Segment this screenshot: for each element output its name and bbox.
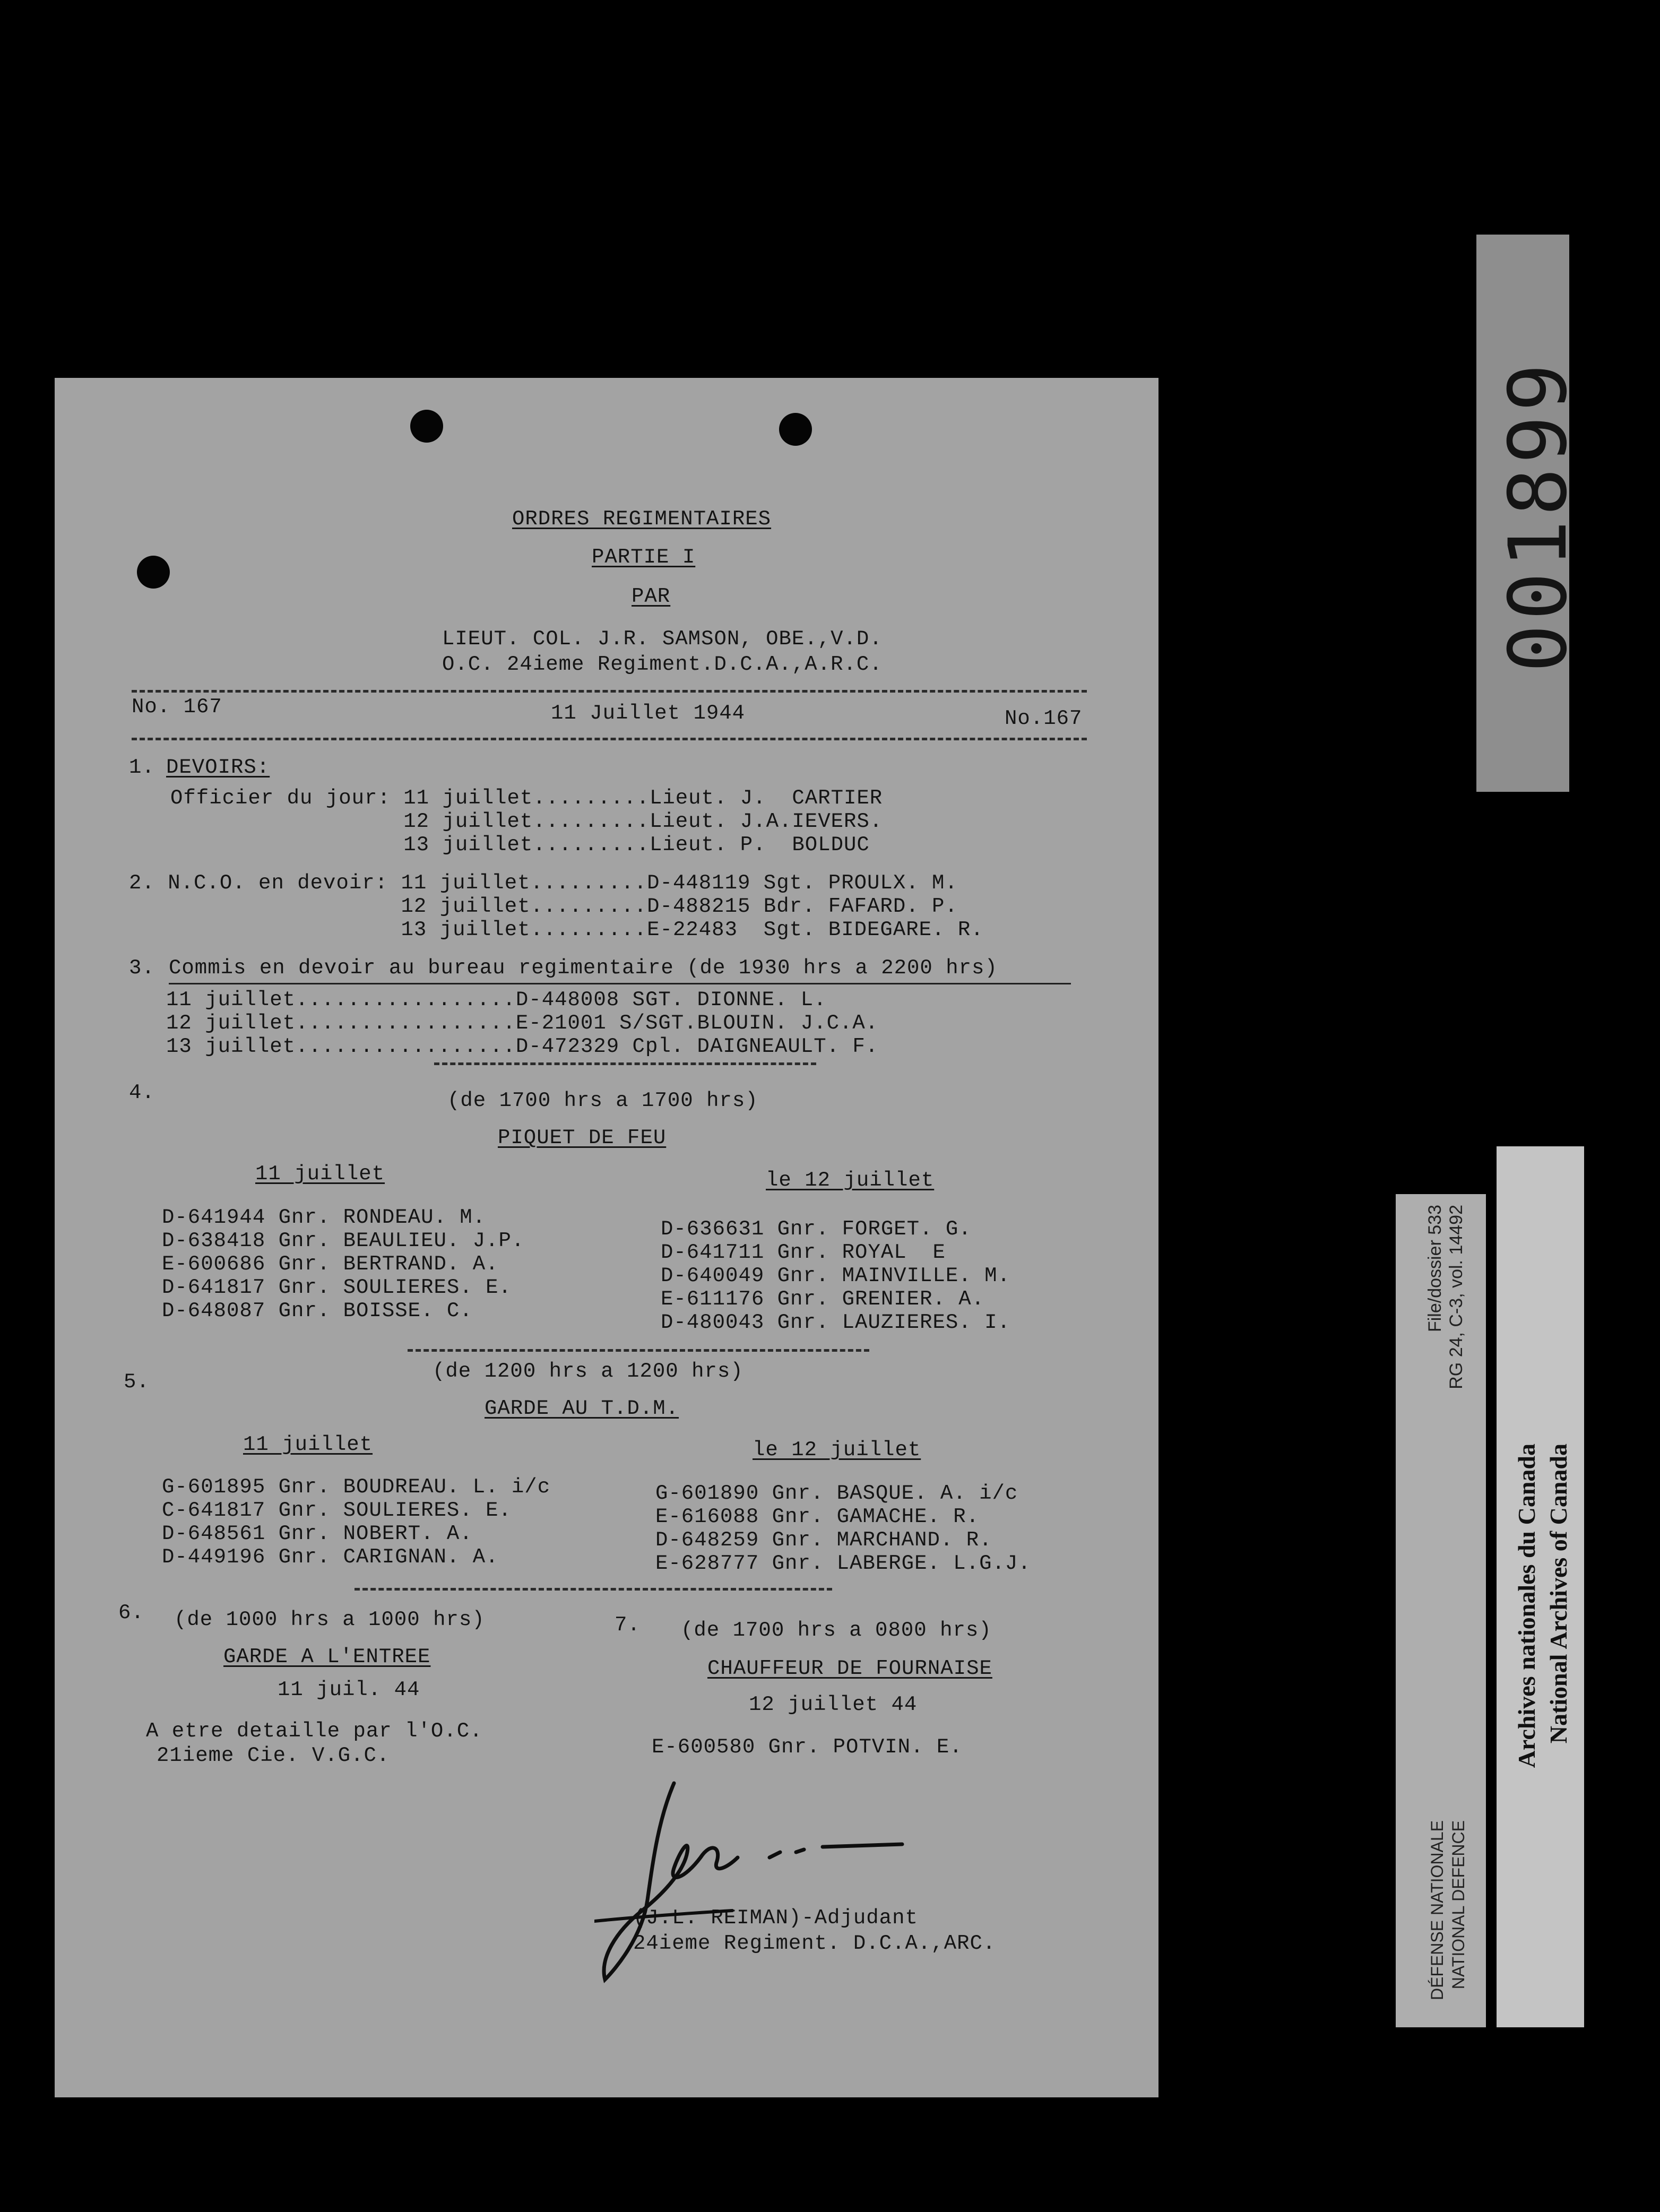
section-7-number: 7. bbox=[615, 1613, 641, 1637]
document-par: PAR bbox=[632, 585, 671, 608]
section-6-heading: GARDE A L'ENTREE bbox=[223, 1645, 431, 1669]
clerk-duty-line: 12 juillet.................E-21001 S/SGT.BLOUIN. J.C.A. bbox=[166, 1012, 879, 1035]
header-divider bbox=[132, 690, 1087, 693]
frame-number: 001899 bbox=[1492, 359, 1585, 672]
section-divider bbox=[408, 1349, 869, 1352]
tdm-guard-entry: D-449196 Gnr. CARIGNAN. A. bbox=[162, 1545, 499, 1569]
section-5-number: 5. bbox=[124, 1370, 150, 1394]
tdm-guard-entry: D-648561 Gnr. NOBERT. A. bbox=[162, 1522, 473, 1545]
document-part: PARTIE I bbox=[592, 546, 696, 569]
section-5-heading: GARDE AU T.D.M. bbox=[485, 1397, 679, 1420]
section-3-underline bbox=[169, 983, 1071, 984]
fire-picket-entry: E-600686 Gnr. BERTRAND. A. bbox=[162, 1252, 499, 1276]
archives-name-en: National Archives of Canada bbox=[1545, 1444, 1572, 1744]
section-5-hours: (de 1200 hrs a 1200 hrs) bbox=[433, 1360, 743, 1383]
archive-reference-label bbox=[1396, 1194, 1486, 2027]
section-3-number: 3. bbox=[129, 956, 155, 980]
duty-officer-line: 13 juillet.........Lieut. P. BOLDUC bbox=[170, 833, 870, 857]
nco-duty-line: 2. N.C.O. en devoir: 11 juillet.........D-448119 Sgt. PROULX. M. bbox=[129, 871, 958, 895]
commander-line-2: O.C. 24ieme Regiment.D.C.A.,A.R.C. bbox=[442, 653, 883, 676]
section-5-left-date: 11 juillet bbox=[243, 1433, 373, 1456]
order-number-right: No.167 bbox=[1005, 707, 1083, 730]
section-3-heading: Commis en devoir au bureau regimentaire (de 1930 hrs a 2200 hrs) bbox=[169, 956, 998, 980]
section-6-hours: (de 1000 hrs a 1000 hrs) bbox=[174, 1608, 485, 1631]
section-divider bbox=[434, 1062, 816, 1065]
duty-officer-line: Officier du jour: 11 juillet.........Lieut. J. CARTIER bbox=[170, 787, 883, 810]
clerk-duty-line: 13 juillet.................D-472329 Cpl. DAIGNEAULT. F. bbox=[166, 1035, 879, 1058]
punch-hole bbox=[779, 413, 812, 446]
document-title: ORDRES REGIMENTAIRES bbox=[512, 507, 772, 531]
fire-picket-entry: D-641817 Gnr. SOULIERES. E. bbox=[162, 1276, 512, 1299]
tdm-guard-entry: D-648259 Gnr. MARCHAND. R. bbox=[655, 1528, 992, 1552]
signature-unit: 24ieme Regiment. D.C.A.,ARC. bbox=[633, 1932, 996, 1955]
section-7-date: 12 juillet 44 bbox=[749, 1693, 918, 1716]
punch-hole bbox=[137, 556, 170, 589]
defence-label-fr: DÉFENSE NATIONALE bbox=[1428, 1820, 1447, 2001]
fire-picket-entry: D-480043 Gnr. LAUZIERES. I. bbox=[661, 1311, 1010, 1334]
nco-duty-line: 12 juillet.........D-488215 Bdr. FAFARD. P. bbox=[129, 895, 958, 918]
section-4-hours: (de 1700 hrs a 1700 hrs) bbox=[447, 1089, 758, 1112]
section-4-heading: PIQUET DE FEU bbox=[498, 1126, 667, 1150]
fire-picket-entry: D-648087 Gnr. BOISSE. C. bbox=[162, 1299, 473, 1323]
section-4-left-date: 11 juillet bbox=[255, 1162, 385, 1186]
header-divider bbox=[132, 738, 1087, 740]
tdm-guard-entry: G-601890 Gnr. BASQUE. A. i/c bbox=[655, 1482, 1018, 1505]
section-1-heading: DEVOIRS: bbox=[166, 756, 270, 779]
archive-ref-line1: RG 24, C-3, vol. 14492 bbox=[1446, 1205, 1466, 1389]
section-4-right-date: le 12 juillet bbox=[766, 1169, 935, 1192]
tdm-guard-entry: E-628777 Gnr. LABERGE. L.G.J. bbox=[655, 1552, 1031, 1575]
defence-label-en: NATIONAL DEFENCE bbox=[1449, 1820, 1468, 1990]
fire-picket-entry: D-636631 Gnr. FORGET. G. bbox=[661, 1217, 972, 1241]
commander-line-1: LIEUT. COL. J.R. SAMSON, OBE.,V.D. bbox=[442, 627, 883, 651]
punch-hole bbox=[410, 410, 443, 443]
archive-ref-line2: File/dossier 533 bbox=[1425, 1205, 1445, 1333]
section-6-note: A etre detaille par l'O.C. bbox=[146, 1720, 483, 1743]
frame-number-strip bbox=[1476, 235, 1585, 792]
section-7-hours: (de 1700 hrs a 0800 hrs) bbox=[681, 1619, 992, 1642]
duty-officer-line: 12 juillet.........Lieut. J.A.IEVERS. bbox=[170, 810, 883, 833]
handwritten-signature bbox=[594, 1778, 913, 1990]
section-6-note: 21ieme Cie. V.G.C. bbox=[157, 1744, 390, 1767]
order-number-left: No. 167 bbox=[132, 695, 222, 719]
section-7-entry: E-600580 Gnr. POTVIN. E. bbox=[652, 1735, 963, 1759]
nco-duty-line: 13 juillet.........E-22483 Sgt. BIDEGARE. R. bbox=[129, 918, 984, 941]
tdm-guard-entry: C-641817 Gnr. SOULIERES. E. bbox=[162, 1499, 512, 1522]
clerk-duty-line: 11 juillet.................D-448008 SGT. DIONNE. L. bbox=[166, 988, 827, 1012]
fire-picket-entry: D-640049 Gnr. MAINVILLE. M. bbox=[661, 1264, 1010, 1288]
section-divider bbox=[355, 1588, 832, 1591]
archives-name-fr: Archives nationales du Canada bbox=[1513, 1444, 1540, 1768]
archives-canada-label bbox=[1497, 1146, 1584, 2027]
fire-picket-entry: D-641944 Gnr. RONDEAU. M. bbox=[162, 1206, 486, 1229]
tdm-guard-entry: E-616088 Gnr. GAMACHE. R. bbox=[655, 1505, 980, 1528]
fire-picket-entry: D-641711 Gnr. ROYAL E bbox=[661, 1241, 946, 1264]
section-6-number: 6. bbox=[118, 1601, 144, 1625]
section-6-date: 11 juil. 44 bbox=[278, 1678, 420, 1701]
fire-picket-entry: D-638418 Gnr. BEAULIEU. J.P. bbox=[162, 1229, 525, 1252]
order-date: 11 Juillet 1944 bbox=[551, 702, 746, 725]
section-1-number: 1. bbox=[129, 756, 155, 779]
section-4-number: 4. bbox=[129, 1081, 155, 1104]
section-5-right-date: le 12 juillet bbox=[753, 1438, 921, 1462]
section-7-heading: CHAUFFEUR DE FOURNAISE bbox=[707, 1657, 992, 1680]
signature-name: (J.L. REIMAN)-Adjudant bbox=[633, 1906, 918, 1930]
fire-picket-entry: E-611176 Gnr. GRENIER. A. bbox=[661, 1288, 985, 1311]
tdm-guard-entry: G-601895 Gnr. BOUDREAU. L. i/c bbox=[162, 1475, 551, 1499]
